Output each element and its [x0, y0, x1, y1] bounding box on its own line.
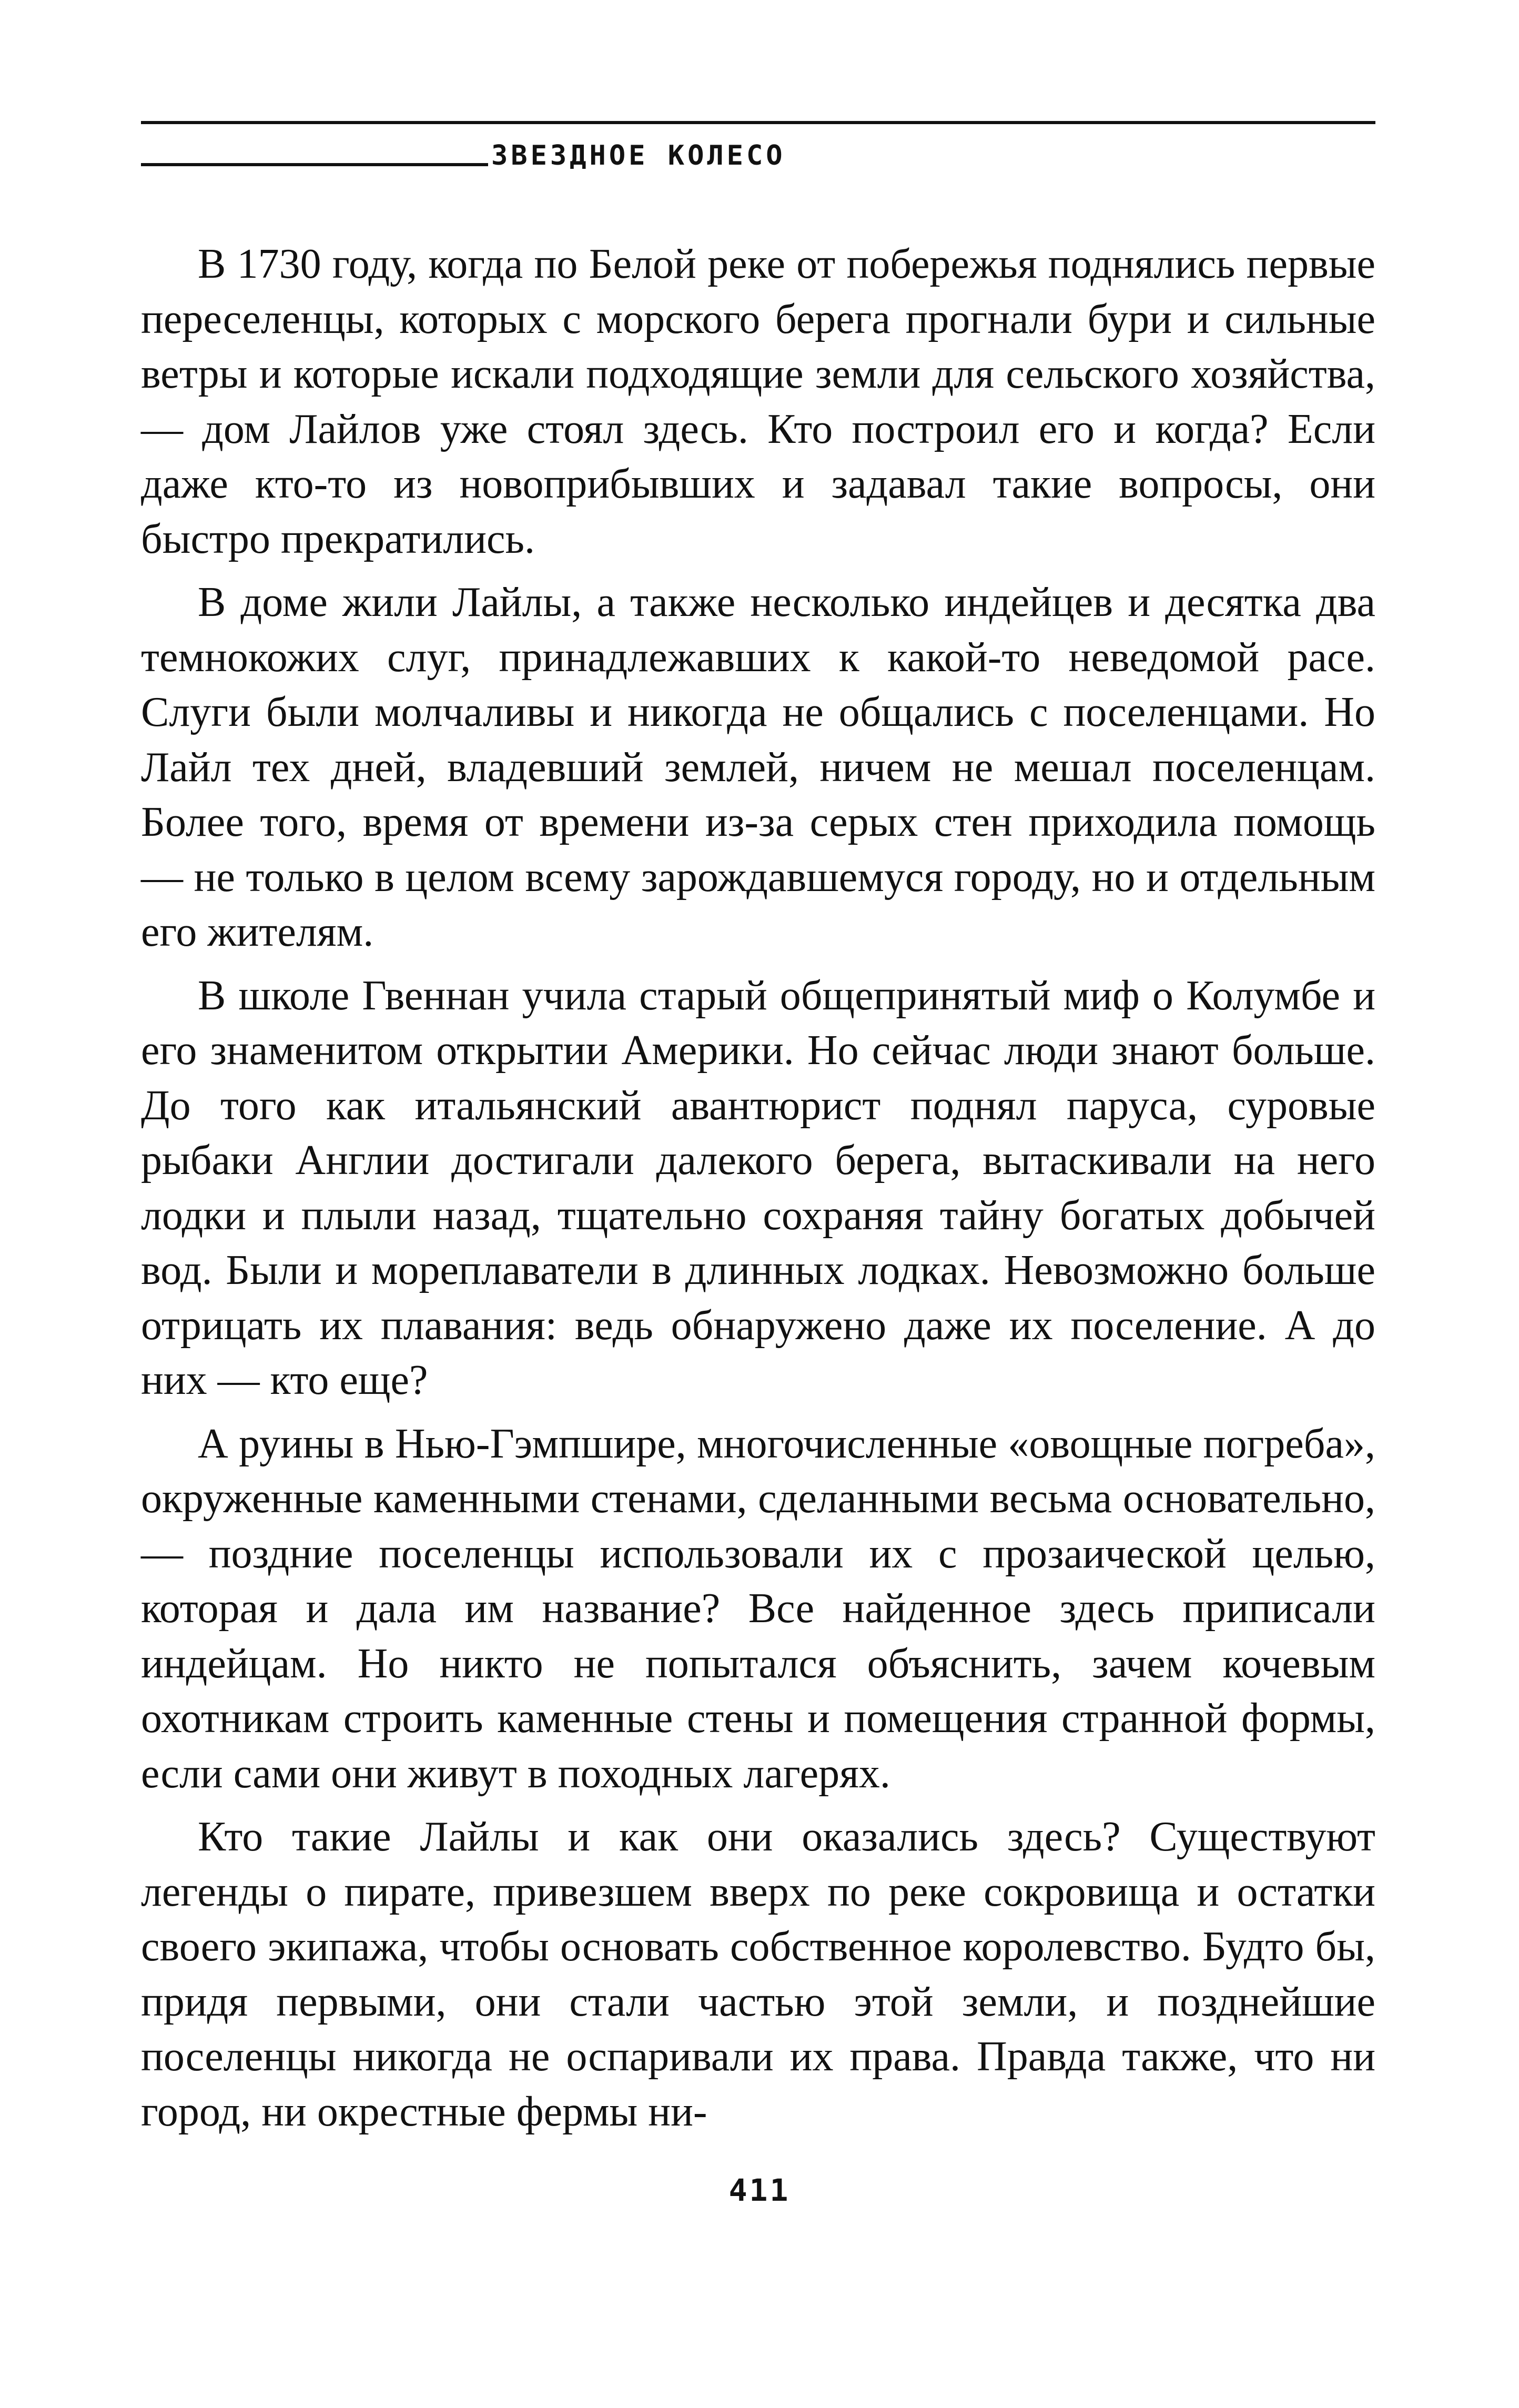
page-body	[141, 237, 1375, 2148]
paragraph-4: А руины в Нью-Гэмпшире, многочисленные «овощные погреба», окруженные каменными стенами, сделанными весьма основательно, — поздние поселенцы использовали их с прозаической целью, которая и дала им название? Все найденное здесь приписали индейцам. Но никто не попытался объяснить, зачем кочевым охотникам строить каменные стены и помещения странной формы, если сами они живут в походных лагерях.	[141, 1420, 1375, 1797]
header-rule-top	[141, 121, 1375, 124]
header-rule-short	[141, 163, 488, 166]
paragraph-2: В доме жили Лайлы, а также несколько индейцев и десятка два темнокожих слуг, принадлежавших к какой-то неведомой расе. Слуги были молчаливы и никогда не общались с поселенцами. Но Лайл тех дней, владевший землей, ничем не мешал поселенцам. Более того, время от времени из-за серых стен приходила помощь — не только в целом всему зарождавшемуся городу, но и отдельным его жителям.	[141, 579, 1375, 955]
running-header	[141, 121, 1375, 184]
paragraph-5: Кто такие Лайлы и как они оказались здесь? Существуют легенды о пирате, привезшем вверх по реке сокровища и остатки своего экипажа, чтобы основать собственное королевство. Будто бы, придя первыми, они стали частью этой земли, и позднейшие поселенцы никогда не оспаривали их права. Правда также, что ни город, ни окрестные фермы ни-	[141, 1814, 1375, 2135]
page-number: 411	[728, 2172, 791, 2208]
running-title: ЗВЕЗДНОЕ КОЛЕСО	[491, 140, 786, 171]
paragraph-1: В 1730 году, когда по Белой реке от побережья поднялись первые переселенцы, которых с морского берега прогнали бури и сильные ветры и которые искали подходящие земли для сельского хозяйства, — дом Лайлов уже стоял здесь. Кто построил его и когда? Если даже кто-то из новоприбывших и задавал такие вопросы, они быстро прекратились.	[141, 241, 1375, 562]
paragraph-3: В школе Гвеннан учила старый общепринятый миф о Колумбе и его знаменитом открытии Америки. Но сейчас люди знают больше. До того как итальянский авантюрист поднял паруса, суровые рыбаки Англии достигали далекого берега, вытаскивали на него лодки и плыли назад, тщательно сохраняя тайну богатых добычей вод. Были и мореплаватели в длинных лодках. Невозможно больше отрицать их плавания: ведь обнаружено даже их поселение. А до них — кто еще?	[141, 972, 1375, 1403]
